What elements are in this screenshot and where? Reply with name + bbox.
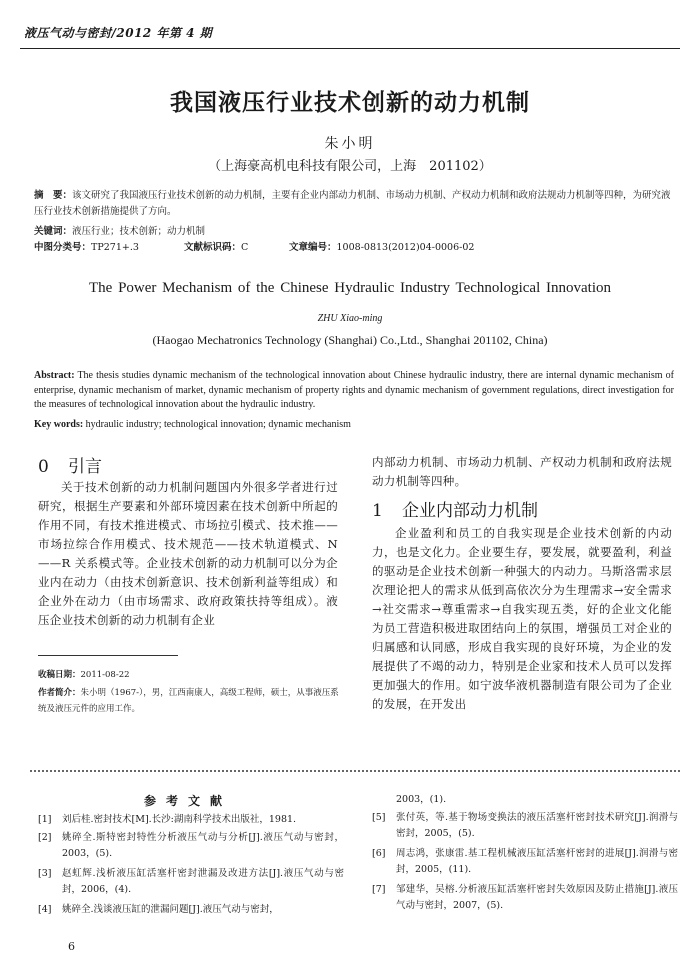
reference-text: 张付英，等.基于物场变换法的液压活塞杆密封技术研究[J].润滑与密封，2005，(5). <box>396 812 678 839</box>
reference-text: 姚碎全.浅谈液压缸的泄漏问题[J].液压气动与密封， <box>62 904 279 915</box>
footnote-rule <box>38 655 178 656</box>
reference-separator <box>30 770 680 778</box>
chinese-abstract-label: 摘 要： <box>34 190 73 201</box>
chinese-abstract-text: 该文研究了我国液压行业技术创新的动力机制，主要有企业内部动力机制、市场动力机制、产权动力机制和政府法规动力机制等四种，为研究液压行业技术创新措施提供了方向。 <box>34 190 671 217</box>
author-bio-label: 作者简介： <box>38 688 81 698</box>
chinese-author: 朱小明 <box>324 136 376 152</box>
chinese-title: 我国液压行业技术创新的动力机制 <box>170 90 530 116</box>
chinese-abstract <box>34 188 674 220</box>
english-keywords <box>34 418 674 433</box>
english-abstract-label: Abstract: <box>34 370 75 381</box>
chinese-keywords-text: 液压行业；技术创新；动力机制 <box>72 226 206 237</box>
article-number-label: 文章编号： <box>289 242 337 253</box>
right-column-continuation: 内部动力机制、市场动力机制、产权动力机制和政府法规动力机制等四种。 <box>372 455 672 488</box>
reference-item-6 <box>372 846 678 878</box>
author-bio-text: 朱小明（1967-），男，江西南康人，高级工程师，硕士，从事液压系统及液压元件的应用工作。 <box>38 688 339 714</box>
section-0-paragraph: 关于技术创新的动力机制问题国内外很多学者进行过研究，根据生产要素和外部环境因素在技术创新中所起的作用不同，有技术推进模式、市场拉引模式、技术推——市场拉综合作用模式、技术规范——技术轨道模式、N——R 关系模式等。企业技术创新的动力机制可以分为企业内在动力（由技术创新意识、技术创新利益等组成）和企业外在动力（由市场需求、政府政策扶持等组成）。液压企业技术创新的动力机制有企业 <box>38 480 338 627</box>
received-date: 2011-08-22 <box>80 670 130 680</box>
reference-item-5 <box>372 810 678 842</box>
section-0-number: 0 <box>38 457 49 477</box>
reference-number: [3] <box>38 868 52 879</box>
section-1-title: 企业内部动力机制 <box>402 501 538 521</box>
english-title: The Power Mechanism of the Chinese Hydraulic Industry Technological Innovation <box>89 280 611 296</box>
footnote-author-bio <box>38 685 343 717</box>
reference-number: [7] <box>372 884 386 895</box>
section-1-heading <box>372 496 538 521</box>
reference-item-1 <box>38 812 344 828</box>
section-0-title: 引言 <box>68 457 102 477</box>
reference-text: 姚碎全.斯特密封特性分析液压气动与分析[J].液压气动与密封，2003，(5). <box>62 832 344 859</box>
section-1-number: 1 <box>372 501 383 521</box>
reference-item-2 <box>38 830 344 862</box>
reference-text: 刘后桂.密封技术[M].长沙:湖南科学技术出版社，1981. <box>62 814 297 825</box>
article-number-value: 1008-0813(2012)04-0006-02 <box>336 242 475 253</box>
chinese-keywords <box>34 224 674 240</box>
reference-item-4-continued <box>372 792 678 808</box>
english-keywords-text: hydraulic industry; technological innovation; dynamic mechanism <box>85 419 351 430</box>
reference-number: [1] <box>38 814 52 825</box>
reference-text: 赵虹辉.浅析液压缸活塞杆密封泄漏及改进方法[J].液压气动与密封，2006，(4). <box>62 868 344 895</box>
header-rule <box>20 48 680 49</box>
doc-code-label: 文献标识码： <box>184 242 242 253</box>
references-heading: 参考文献 <box>143 794 232 808</box>
chinese-affiliation: （上海豪高机电科技有限公司，上海 201102） <box>208 159 492 174</box>
english-keywords-label: Key words: <box>34 419 84 430</box>
reference-number: [2] <box>38 832 52 843</box>
english-abstract <box>34 369 674 413</box>
section-0-heading <box>38 452 102 477</box>
page-number: 6 <box>68 940 75 953</box>
reference-number: [4] <box>38 904 52 915</box>
reference-item-3 <box>38 866 344 898</box>
english-abstract-text: The thesis studies dynamic mechanism of the technological innovation about Chinese hydraulic industry, there are internal dynamic mechanism of enterprise, dynamic mechanism of market, dynamic mechanism of property rights and dynamic mechanism of government regulations, direct investigation for the measures of technological innovation about the hydraulic industry. <box>34 370 674 410</box>
reference-text: 邹建华，吴榕.分析液压缸活塞杆密封失效原因及防止措施[J].液压气动与密封，2007，(5). <box>396 884 678 911</box>
doc-code-value: C <box>241 242 249 253</box>
clc-label: 中图分类号： <box>34 242 92 253</box>
reference-text: 周志鸿，张康雷.基工程机械液压缸活塞杆密封的进展[J].润滑与密封，2005，(11). <box>396 848 678 875</box>
reference-item-7 <box>372 882 678 914</box>
english-affiliation: (Haogao Mechatronics Technology (Shanghai) Co.,Ltd., Shanghai 201102, China) <box>152 333 548 347</box>
english-author: ZHU Xiao-ming <box>317 313 383 324</box>
received-label: 收稿日期： <box>38 670 81 680</box>
reference-number: [6] <box>372 848 386 859</box>
classification-line <box>34 240 674 256</box>
section-1-paragraph: 企业盈利和员工的自我实现是企业技术创新的内动力，也是文化力。企业要生存，要发展，就要盈利，利益的驱动是企业技术创新一种强大的内动力。马斯洛需求层次理论把人的需求从低到高依次分为生理需求→安全需求→社交需求→尊重需求→自我实现五类，好的企业文化能为员工营造积极进取团结向上的氛围，增强员工对企业的归属感和认同感，形成自我实现的良好环境，为企业的发展提供了不竭的动力，特别是企业家和技术人员可以发挥更加强大的作用。如宁波华液机器制造有限公司为了企业的发展，在开发出 <box>372 526 672 711</box>
running-header: 液压气动与密封/2012 年第 4 期 <box>24 26 213 40</box>
reference-item-4 <box>38 902 344 918</box>
reference-number: [5] <box>372 812 386 823</box>
footnote-received <box>38 667 343 683</box>
chinese-keywords-label: 关键词： <box>34 226 73 237</box>
clc-value: TP271+.3 <box>91 242 139 253</box>
reference-text: 2003，(1). <box>396 794 447 805</box>
